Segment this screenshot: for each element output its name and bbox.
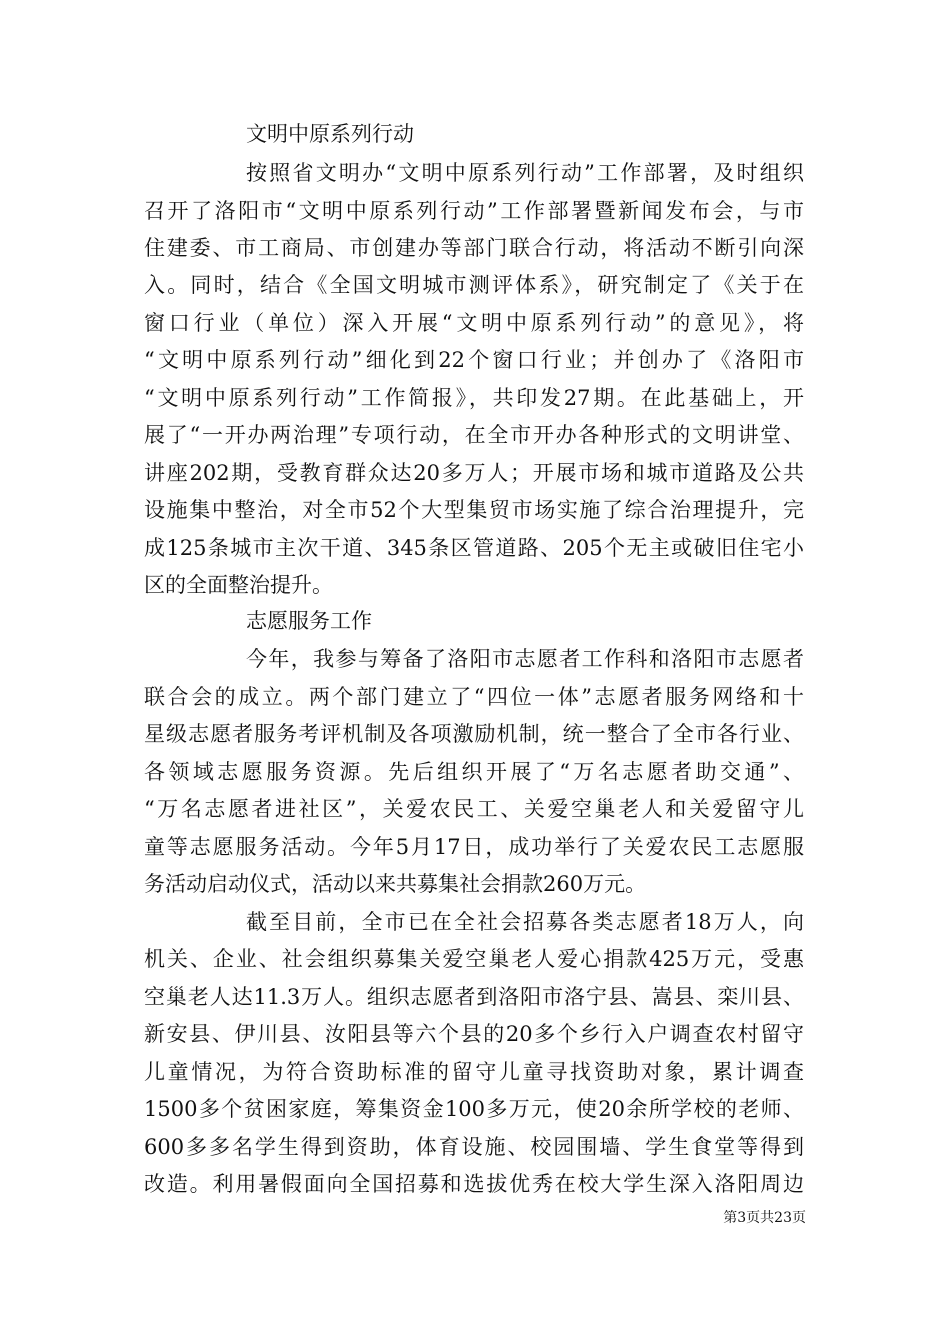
paragraph-line: 召开了洛阳市“文明中原系列行动”工作部署暨新闻发布会，与市 — [144, 199, 804, 223]
paragraph-line: 600多多名学生得到资助，体育设施、校园围墙、学生食堂等得到 — [144, 1135, 804, 1159]
paragraph-line: 务活动启动仪式，活动以来共募集社会捐款260万元。 — [144, 872, 647, 896]
paragraph-line: “万名志愿者进社区”，关爱农民工、关爱空巢老人和关爱留守儿 — [144, 797, 804, 821]
paragraph-line: 星级志愿者服务考评机制及各项激励机制，统一整合了全市各行业、 — [144, 722, 804, 746]
paragraph-line: 讲座202期，受教育群众达20多万人；开展市场和城市道路及公共 — [144, 461, 804, 485]
paragraph-line: 展了“一开办两治理”专项行动，在全市开办各种形式的文明讲堂、 — [144, 423, 804, 447]
page-number: 第3页共23页 — [723, 1210, 806, 1226]
paragraph-line: 空巢老人达11.3万人。组织志愿者到洛阳市洛宁县、嵩县、栾川县、 — [144, 985, 804, 1009]
paragraph-line: 新安县、伊川县、汝阳县等六个县的20多个乡行入户调查农村留守 — [144, 1022, 804, 1046]
paragraph-line: 改造。利用暑假面向全国招募和选拔优秀在校大学生深入洛阳周边 — [144, 1172, 804, 1196]
paragraph-line: “文明中原系列行动”细化到22个窗口行业；并创办了《洛阳市 — [144, 348, 804, 372]
paragraph-line: 截至目前，全市已在全社会招募各类志愿者18万人，向 — [246, 910, 804, 934]
section-heading-volunteer: 志愿服务工作 — [246, 609, 372, 633]
paragraph-line: 窗口行业（单位）深入开展“文明中原系列行动”的意见》，将 — [144, 311, 804, 335]
paragraph-line: 童等志愿服务活动。今年5月17日，成功举行了关爱农民工志愿服 — [144, 835, 804, 859]
paragraph-line: 住建委、市工商局、市创建办等部门联合行动，将活动不断引向深 — [144, 236, 804, 260]
paragraph-line: 区的全面整治提升。 — [144, 573, 333, 597]
paragraph-line: 联合会的成立。两个部门建立了“四位一体”志愿者服务网络和十 — [144, 685, 804, 709]
paragraph-line: 机关、企业、社会组织募集关爱空巢老人爱心捐款425万元，受惠 — [144, 947, 804, 971]
paragraph-line: 1500多个贫困家庭，筹集资金100多万元，使20余所学校的老师、 — [144, 1097, 804, 1121]
paragraph-line: 成125条城市主次干道、345条区管道路、205个无主或破旧住宅小 — [144, 536, 804, 560]
paragraph-line: 入。同时，结合《全国文明城市测评体系》，研究制定了《关于在 — [144, 273, 804, 297]
paragraph-line: 儿童情况，为符合资助标准的留守儿童寻找资助对象，累计调查 — [144, 1060, 804, 1084]
paragraph-line: 各领域志愿服务资源。先后组织开展了“万名志愿者助交通”、 — [144, 760, 804, 784]
paragraph-line: 按照省文明办“文明中原系列行动”工作部署，及时组织 — [246, 161, 804, 185]
paragraph-line: “文明中原系列行动”工作简报》，共印发27期。在此基础上，开 — [144, 386, 804, 410]
paragraph-line: 今年，我参与筹备了洛阳市志愿者工作科和洛阳市志愿者 — [246, 647, 804, 671]
paragraph-line: 设施集中整治，对全市52个大型集贸市场实施了综合治理提升，完 — [144, 498, 804, 522]
section-heading-civilization: 文明中原系列行动 — [246, 122, 414, 146]
